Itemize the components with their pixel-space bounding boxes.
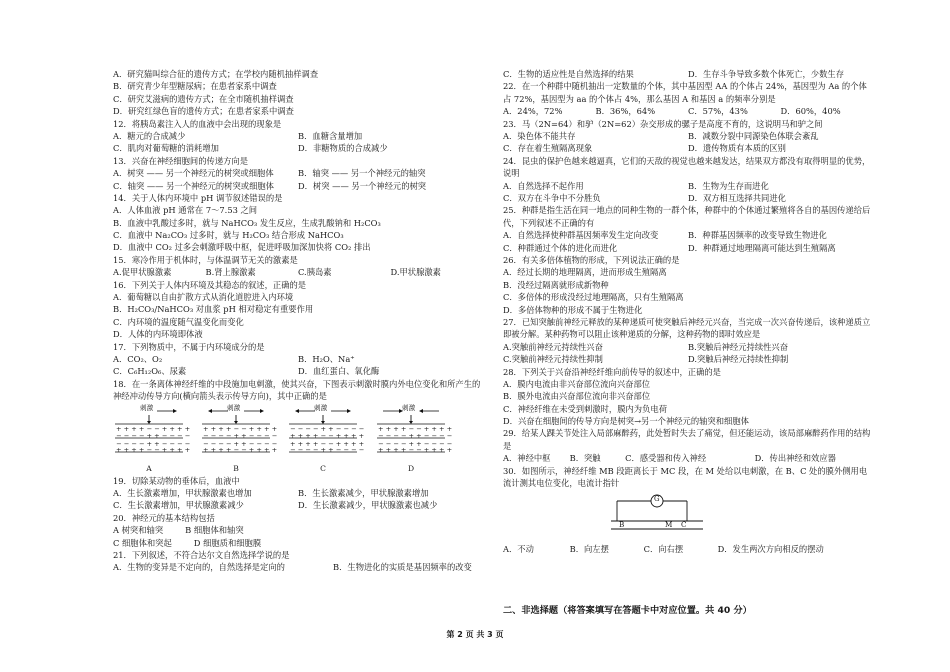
q23-option-b: B．减数分裂中同源染色体联会紊乱 — [688, 130, 819, 141]
q14-option-a: A．人体血液 pH 通常在 7～7.53 之间 — [113, 205, 258, 216]
q24-options-row2 — [503, 192, 873, 204]
q29-option-a: A．神经中枢 — [503, 453, 551, 464]
q17-option-c: C．C₆H₁₂O₆、尿素 — [113, 366, 187, 377]
q25-options-row2 — [503, 242, 873, 254]
charge-row-a4: + + + + − − + + + + — [116, 445, 191, 454]
q18-panel-c-label: C — [320, 463, 326, 473]
q14-option-d: D．血液中 CO₂ 过多会刺激呼吸中枢，促进呼吸加深加快将 CO₂ 排出 — [113, 242, 371, 253]
q13-option-d: D．树突 —— 另一个神经元的树突 — [298, 180, 427, 191]
q25-option-d: D．种群通过地理隔离可能达到生殖隔离 — [688, 242, 836, 253]
q18-labels — [113, 405, 453, 461]
q15-option-d: D.甲状腺激素 — [390, 267, 441, 278]
q28-option-b: B．膜外电流由兴奋部位流向非兴奋部位 — [503, 391, 651, 402]
q11-option-a: A．研究猫叫综合征的遗传方式；在学校内随机抽样调查 — [113, 69, 319, 79]
charge-row-d2: − − − − + + − − − − — [378, 431, 453, 440]
q24-options-row1 — [503, 180, 873, 192]
q21-option-c: C．生物的适应性是自然选择的结果 — [503, 69, 634, 79]
q12-options-row1 — [113, 130, 483, 142]
q14-option-c: C．血液中 Na₂CO₃ 过多时，就与 H₂CO₃ 结合形成 NaHCO₃ — [113, 230, 344, 241]
q27-options-row2 — [503, 353, 873, 365]
q27-option-b: B.突触后神经元持续性兴奋 — [688, 341, 789, 352]
q30-options — [503, 543, 873, 555]
charge-row-c2: + + + + − − + + + + — [290, 431, 365, 440]
charge-row-b4: + + + + − − + + + + — [203, 445, 278, 454]
q29-option-d: D．传出神经和效应器 — [754, 453, 836, 464]
q20-option-d: D 细胞质和细胞膜 — [193, 537, 262, 548]
q26-option-a: A．经过长期的地理隔离，进而形成生殖隔离 — [503, 267, 667, 278]
q24-stem: 24．昆虫的保护色越来越逼真，它们的天敌的视觉也越来越发达，结果双方都没有取得明显的优势，说明 — [503, 155, 871, 179]
q25-option-b: B．种群基因频率的改变导致生物进化 — [688, 230, 827, 241]
q15-option-a: A.促甲状腺激素 — [113, 267, 172, 278]
q29-option-b: B．突触 — [569, 453, 601, 464]
q27-option-a: A.突触前神经元持续性兴奋 — [503, 341, 603, 352]
q23-options-row1 — [503, 130, 873, 142]
q21-option-d: D．生存斗争导致多数个体死亡，少数生存 — [688, 69, 844, 79]
q28-option-a: A．膜内电流由非兴奋部位流向兴奋部位 — [503, 378, 651, 389]
q16-option-c: C．内环境的温度随气温变化而变化 — [113, 316, 244, 327]
q21-option-b: B．生物进化的实质是基因频率的改变 — [333, 562, 472, 573]
q12-stem: 12．将胰岛素注入人的血液中会出现的现象是 — [113, 118, 282, 129]
q25-options-row1 — [503, 229, 873, 241]
label-b: B — [619, 520, 625, 530]
q23-option-a: A．染色体不能共存 — [503, 130, 576, 141]
charge-row-a2: − − − − + + − − − − — [116, 431, 191, 440]
q17-options-row1 — [113, 353, 483, 365]
charge-row-b2: − − − − + + − − − − — [203, 431, 278, 440]
q24-option-c: C．双方在斗争中不分胜负 — [503, 192, 601, 203]
q26-option-b: B．没经过隔离就形成新物种 — [503, 279, 609, 290]
right-column — [503, 68, 873, 556]
q30-option-a: A．不动 — [503, 544, 534, 555]
q23-option-d: D．遗传物质有本质的区别 — [688, 143, 786, 154]
q20-stem: 20．神经元的基本结构包括 — [113, 512, 215, 523]
left-column — [113, 68, 483, 574]
stim-label-c: 刺激 — [314, 403, 328, 412]
label-c: C — [681, 520, 687, 530]
q17-options-row2 — [113, 365, 483, 377]
q21-stem: 21．下列叙述，不符合达尔文自然选择学说的是 — [113, 549, 290, 560]
q28-stem: 28．下列关于兴奋沿神经纤维向前传导的叙述中，正确的是 — [503, 366, 721, 377]
q22-stem: 22．在一个种群中随机抽出一定数量的个体，其中基因型 AA 的个体占 24%，基因型为 Aa 的个体占 72%，基因型为 aa 的个体占 4%，那么基因 A 和基因 a 的频率分别是 — [503, 81, 867, 104]
q24-option-a: A．自然选择不起作用 — [503, 180, 584, 191]
q11-option-d: D．研究红绿色盲的遗传方式；在患者家系中调查 — [113, 106, 294, 117]
q19-options-row2 — [113, 499, 483, 511]
q30-option-c: C．向右摆 — [643, 544, 684, 555]
section-heading: 二、非选择题（将答案填写在答题卡中对应位置。共 40 分） — [503, 605, 752, 616]
q16-option-a: A．葡萄糖以自由扩散方式从消化道腔进入内环境 — [113, 292, 294, 303]
q30-stem: 30．如图所示，神经纤维 MB 段距离长于 MC 段，在 M 处给以电刺激，在 B、C 处的膜外侧用电流计测其电位变化，电流计指针 — [503, 465, 868, 489]
charge-row-c4: − − − − + + − − − − — [290, 445, 365, 454]
q27-stem: 27．已知突触前神经元释放的某种递质可使突触后神经元兴奋，当完成一次兴奋传递后，该种递质立即被分解。某种药物可以阻止该种递质的分解，这种药物的即时效应是 — [503, 316, 871, 340]
q17-stem: 17．下列物质中，不属于内环境成分的是 — [113, 341, 265, 352]
q23-stem: 23．马（2N=64）和驴（2N=62）杂交形成的骡子是高度不育的，这说明马和驴之间 — [503, 118, 823, 129]
charge-row-d3: − − − − + + − − − − — [378, 439, 453, 448]
q18-figure — [113, 405, 483, 473]
q21-option-a: A．生物的变异是不定向的，自然选择是定向的 — [113, 562, 285, 573]
q23-option-c: C．存在着生殖隔离现象 — [503, 143, 593, 154]
charge-row-d4: + + + + − − + + + + — [378, 445, 453, 454]
q30-option-b: B．向左摆 — [569, 544, 609, 555]
q20-option-c: C 细胞体和突起 — [113, 537, 172, 548]
q24-option-d: D．双方相互选择共同进化 — [688, 192, 786, 203]
charge-row-c1: − − − − + + − − − − — [290, 424, 365, 433]
q22-option-a: A．24%，72% — [503, 106, 563, 117]
q21-options-row1 — [113, 561, 483, 573]
q22-option-c: C．57%，43% — [688, 106, 748, 117]
charge-row-b1: + + + + − − + + + + — [203, 424, 278, 433]
charge-row-a1: + + + + − − + + + + — [116, 424, 191, 433]
q15-stem: 15．寒冷作用于机体时，与体温调节无关的激素是 — [113, 254, 298, 265]
q14-option-b: B．血液中乳酸过多时，就与 NaHCO₃ 发生反应，生成乳酸钠和 H₂CO₃ — [113, 217, 381, 228]
charge-row-d1: + + + + − − + + + + — [378, 424, 453, 433]
stim-label-d: 刺激 — [402, 403, 416, 412]
stim-label-b: 刺激 — [227, 403, 241, 412]
q27-option-d: D.突触后神经元持续性抑制 — [688, 354, 789, 365]
q19-option-a: A．生长激素增加，甲状腺激素也增加 — [113, 487, 252, 498]
charge-row-a3: − − − − + + − − − − — [116, 439, 191, 448]
q15-options — [113, 266, 483, 278]
q16-option-d: D．人体的内环境即体液 — [113, 329, 203, 340]
q18-panel-a-label: A — [146, 463, 152, 473]
q13-option-b: B．轴突 —— 另一个神经元的轴突 — [298, 168, 426, 179]
q19-stem: 19．切除某动物的垂体后，血液中 — [113, 475, 240, 486]
q20-options-row1 — [113, 524, 483, 536]
q25-option-c: C．种群通过个体的进化而进化 — [503, 242, 618, 253]
q29-option-c: C．感受器和传入神经 — [625, 453, 707, 464]
q20-options-row2 — [113, 537, 483, 549]
q13-options-row1 — [113, 167, 483, 179]
q26-option-d: D．多倍体物种的形成不属于生物进化 — [503, 304, 643, 315]
label-m: M — [665, 520, 673, 530]
q19-option-b: B．生长激素减少，甲状腺激素增加 — [298, 487, 429, 498]
q25-option-a: A．自然选择使种群基因频率发生定向改变 — [503, 230, 659, 241]
q19-option-d: D．生长激素减少，甲状腺激素也减少 — [298, 500, 438, 511]
q13-stem: 13．兴奋在神经细胞间的传递方向是 — [113, 155, 249, 166]
q17-option-d: D．血红蛋白、氧化酶 — [298, 366, 380, 377]
q25-stem: 25．种群是指生活在同一地点的同种生物的一群个体，种群中的个体通过繁殖将各自的基因传递给后代，下列叙述不正确的有 — [503, 205, 871, 228]
q19-options-row1 — [113, 487, 483, 499]
q18-panel-d-label: D — [407, 463, 415, 473]
q28-option-d: D．兴奋在细胞间的传导方向是树突→另一个神经元的轴突和细胞体 — [503, 416, 749, 427]
q12-option-b: B．血糖含量增加 — [298, 130, 363, 141]
q24-option-b: B．生物为生存而进化 — [688, 180, 769, 191]
charge-row-c3: + + + + − − + + + + — [290, 439, 365, 448]
q29-options — [503, 452, 873, 464]
q28-option-c: C．神经纤维在未受到刺激时，膜内为负电荷 — [503, 403, 667, 414]
q30-option-d: D．发生两次方向相反的摆动 — [717, 544, 824, 555]
q11-option-c: C．研究艾滋病的遗传方式；在全市随机抽样调查 — [113, 93, 294, 104]
q27-options-row1 — [503, 341, 873, 353]
q20-option-a: A 树突和轴突 — [113, 525, 164, 536]
stim-label-a: 刺激 — [140, 403, 154, 412]
q20-option-b: B 细胞体和轴突 — [185, 525, 244, 536]
galvanometer-icon: G — [654, 495, 660, 504]
q12-option-c: C．肌肉对葡萄糖的消耗增加 — [113, 143, 219, 154]
q22-options — [503, 105, 873, 117]
q26-stem: 26．有关多倍体植物的形成，下列说法正确的是 — [503, 254, 680, 265]
q21-options-row2 — [503, 68, 873, 80]
q18-stem: 18．在一条离体神经纤维的中段施加电刺激，使其兴奋，下图表示刺激时膜内外电位变化和所产生的神经冲动传导方向(横向箭头表示传导方向)，其中正确的是 — [113, 378, 481, 402]
q19-option-c: C．生长激素增加，甲状腺激素减少 — [113, 500, 244, 511]
q17-option-b: B．H₂O、Na⁺ — [298, 353, 355, 364]
q17-option-a: A．CO₂、O₂ — [113, 353, 163, 364]
q15-option-c: C.胰岛素 — [298, 267, 332, 278]
q16-option-b: B．H₂CO₃/NaHCO₃ 对血浆 pH 相对稳定有重要作用 — [113, 304, 314, 315]
q13-options-row2 — [113, 180, 483, 192]
q23-options-row2 — [503, 142, 873, 154]
q12-options-row2 — [113, 142, 483, 154]
q29-stem: 29．给某人踝关节处注入局部麻醉药，此处暂时失去了痛觉，但还能运动，该局部麻醉药作用的结构是 — [503, 428, 871, 451]
page-footer: 第 2 页 共 3 页 — [446, 630, 504, 639]
q13-option-a: A．树突 —— 另一个神经元的树突或细胞体 — [113, 168, 274, 179]
q27-option-c: C.突触前神经元持续性抑制 — [503, 354, 603, 365]
q22-option-d: D．60%，40% — [780, 106, 841, 117]
q26-option-c: C．多倍体的形成没经过地理隔离，只有生殖隔离 — [503, 292, 684, 303]
q11-option-b: B．研究青少年型糖尿病；在患者家系中调查 — [113, 81, 277, 92]
q13-option-c: C．轴突 —— 另一个神经元的树突或细胞体 — [113, 180, 274, 191]
q30-figure — [503, 491, 873, 537]
q16-stem: 16．下列关于人体内环境及其稳态的叙述，正确的是 — [113, 279, 307, 290]
charge-row-b3: − − − − + + − − − − — [203, 439, 278, 448]
q14-stem: 14．关于人体内环境中 pH 调节叙述错误的是 — [113, 192, 283, 203]
q18-panel-b-label: B — [233, 463, 239, 473]
q22-option-b: B．36%，64% — [595, 106, 656, 117]
q15-option-b: B.肾上腺激素 — [205, 267, 256, 278]
q12-option-a: A．糖元的合成减少 — [113, 130, 186, 141]
q12-option-d: D．非糖物质的合成减少 — [298, 143, 388, 154]
